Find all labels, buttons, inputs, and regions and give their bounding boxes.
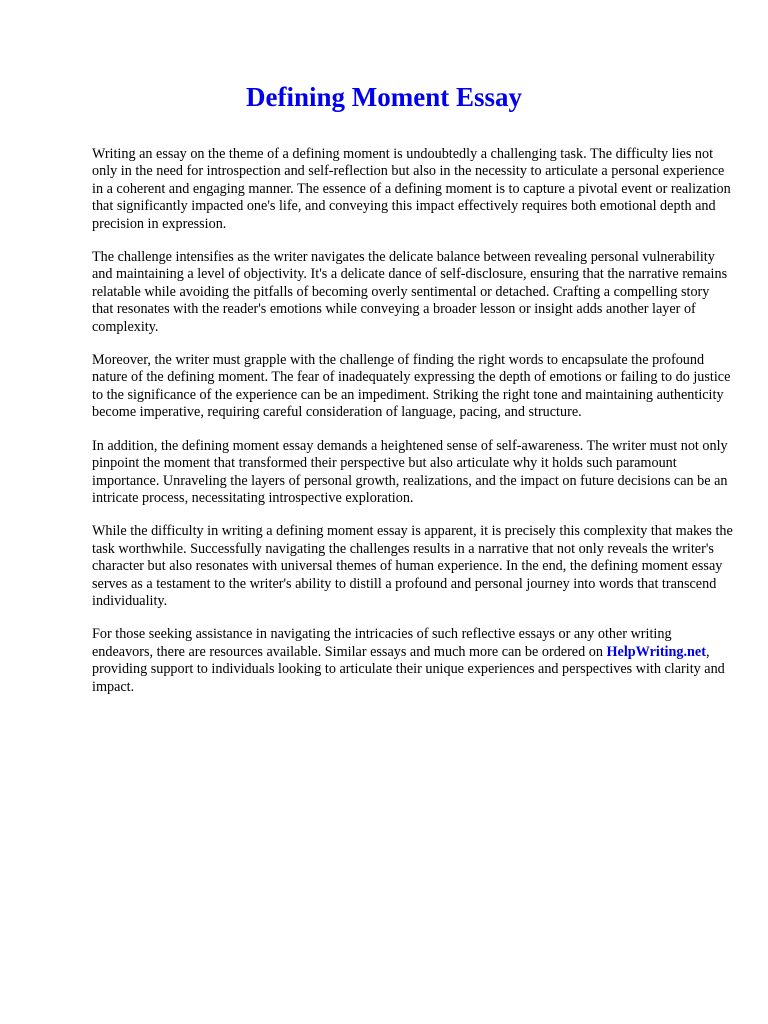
paragraph-2: The challenge intensifies as the writer navigates the delicate balance between revealing personal vulnerability and maintaining a level of objectivity. It's a delicate dance of self-disclosure, ensuring that the narrative remains relatable while avoiding the pitfalls of becoming overly sentimental or detached. Crafting a compelling story that resonates with the reader's emotions while conveying a broader lesson or insight adds another layer of complexity. — [92, 249, 728, 335]
paragraph-5: While the difficulty in writing a defining moment essay is apparent, it is precisely this complexity that makes the task worthwhile. Successfully navigating the challenges results in a narrative that not only reveals the writer's character but also resonates with universal themes of human experience. In the end, the defining moment essay serves as a testament to the writer's ability to distill a profound and personal journey into words that transcend individuality. — [92, 523, 733, 609]
paragraph-6-text-before-link: For those seeking assistance in navigating the intricacies of such reflective essays or any other writing endeavors, there are resources available. Similar essays and much more can be ordered on — [92, 626, 672, 660]
paragraph-6 — [92, 626, 734, 696]
paragraph-1: Writing an essay on the theme of a defining moment is undoubtedly a challenging task. The difficulty lies not only in the need for introspection and self-reflection but also in the necessity to articulate a personal experience in a coherent and engaging manner. The essence of a defining moment is to capture a pivotal event or realization that significantly impacted one's life, and conveying this impact effectively requires both emotional depth and precision in expression. — [92, 146, 731, 232]
paragraph-6-text-after-link: , providing support to individuals looking to articulate their unique experiences and perspectives with clarity and impact. — [92, 643, 725, 695]
document-title: Defining Moment Essay — [246, 82, 522, 112]
paragraph-4: In addition, the defining moment essay demands a heightened sense of self-awareness. The writer must not only pinpoint the moment that transformed their perspective but also articulate why it holds such paramount importance. Unraveling the layers of personal growth, realizations, and the impact on future decisions can be an intricate process, necessitating introspective exploration. — [92, 437, 728, 506]
paragraph-3: Moreover, the writer must grapple with the challenge of finding the right words to encapsulate the profound nature of the defining moment. The fear of inadequately expressing the depth of emotions or failing to do justice to the significance of the experience can be an impediment. Striking the right tone and maintaining authenticity become imperative, requiring careful consideration of language, pacing, and structure. — [92, 352, 731, 421]
helpwriting-link[interactable]: HelpWriting.net — [606, 643, 706, 660]
document-body — [92, 146, 734, 712]
